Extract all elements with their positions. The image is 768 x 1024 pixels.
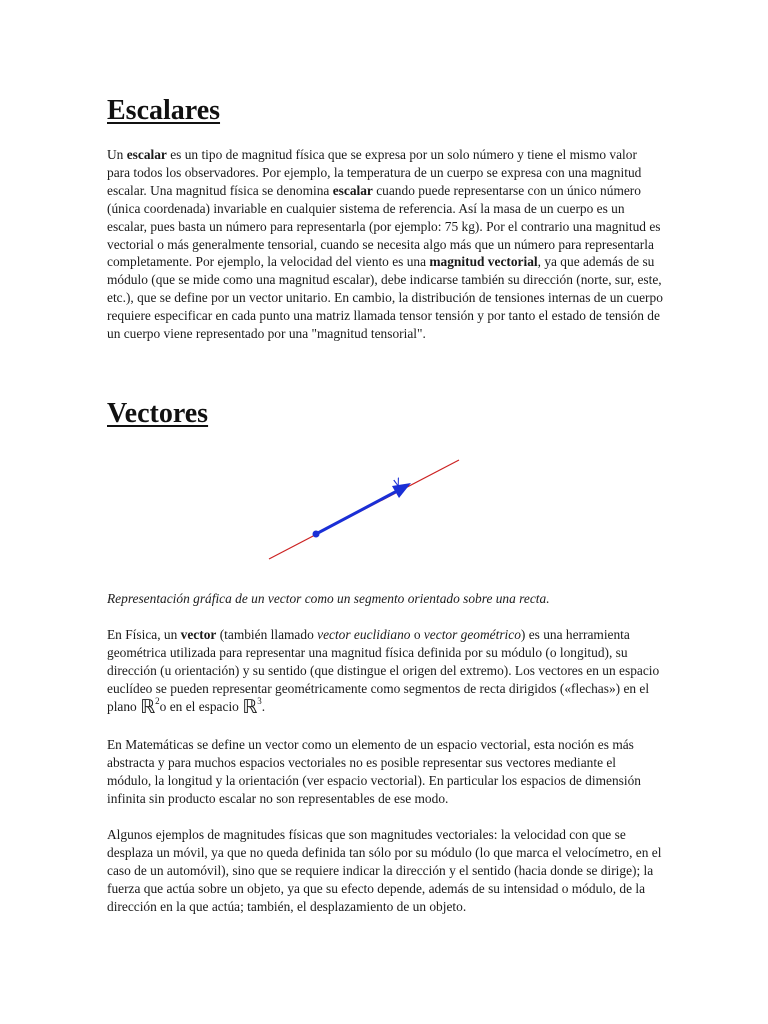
text-run: , ya que además de su módulo (que se mide como una magnitud escalar), debe indicarse también su dirección (norte, sur, este, etc.), que se define por un vector unitario. En cambio, la distribución de tensiones internas de un cuerpo requiere especificar en cada punto una matriz llamada tensor tensión y por tanto el estado de tensión de un cuerpo viene representado por una "magnitud tensorial".: [107, 254, 663, 342]
bold-term-vector: vector: [180, 627, 217, 642]
text-run: Un: [107, 147, 127, 162]
text-run: ) es una herramienta geométrica utilizada para representar una magnitud física definida por su módulo (o longitud), su dirección (u orientación) y su sentido (que distingue el origen del extremo). Los vectores en un espacio euclídeo se pueden representar geométricamente como segmentos de recta dirigidos («flechas») en el plano: [107, 627, 660, 714]
italic-term-vector-geometrico: vector geométrico: [423, 627, 521, 642]
vector-arrow-shaft: [316, 491, 397, 534]
text-run: o: [410, 627, 424, 642]
paragraph-vector-fisica: [107, 626, 663, 716]
bold-term-escalar: escalar: [332, 182, 373, 198]
text-run: En Física, un: [107, 627, 181, 642]
heading-escalares: Escalares: [107, 95, 221, 126]
vector-origin-point: [313, 531, 320, 538]
paragraph-escalares: [107, 146, 663, 343]
heading-vectores: Vectores: [107, 398, 209, 429]
bold-term-magnitud-vectorial: magnitud vectorial: [429, 254, 538, 270]
text-run: (también llamado: [216, 627, 318, 642]
vector-figure: [265, 452, 465, 564]
paragraph-vector-matematicas: En Matemáticas se define un vector como un elemento de un espacio vectorial, esta noción es más abstracta y para muchos espacios vectoriales no es posible representar sus vectores mediante el módulo, la longitud y la orientación (ver espacio vectorial). En particular los espacios de dimensión infinita sin producto escalar no son representables de ese modo.: [107, 737, 641, 806]
bold-term-escalar: escalar: [126, 147, 167, 162]
exponent: 2: [155, 696, 160, 707]
italic-term-vector-euclidiano: vector euclidiano: [317, 627, 411, 642]
text-run: .: [261, 698, 266, 714]
real-numbers-symbol: ℝ: [242, 695, 258, 718]
text-run: o en el espacio: [159, 698, 243, 714]
real-numbers-symbol: ℝ: [140, 695, 156, 718]
paragraph-ejemplos-vectoriales: Algunos ejemplos de magnitudes físicas que son magnitudes vectoriales: la velocidad con que se desplaza un móvil, ya que no queda definida tan sólo por su módulo (lo que marca el velocímetro, en el caso de un automóvil), sino que se requiere indicar la dirección y el sentido (hacia donde se dirige); la fuerza que actúa sobre un objeto, ya que su efecto depende, además de su intensidad o módulo, de la dirección en la que actúa; también, el desplazamiento de un objeto.: [107, 827, 662, 914]
exponent: 3: [257, 696, 262, 707]
vector-label: v: [390, 473, 404, 490]
figure-caption: Representación gráfica de un vector como un segmento orientado sobre una recta.: [107, 591, 550, 606]
text-run: cuando puede representarse con un único número (única coordenada) invariable en cualquier sistema de referencia. Así la masa de un cuerpo es un escalar, pues basta un número para representarla (por ejemplo: 75 kg). Por el contrario una magnitud es vectorial o más generalmente tensorial, cuando se necesita algo más que un número para representarla completamente. Por ejemplo, la velocidad del viento es una: [107, 182, 661, 270]
text-run: es un tipo de magnitud física que se expresa por un solo número y tiene el mismo valor para todos los observadores. Por ejemplo, la temperatura de un cuerpo se expresa con una magnitud escalar. Una magnitud física se denomina: [107, 147, 642, 198]
